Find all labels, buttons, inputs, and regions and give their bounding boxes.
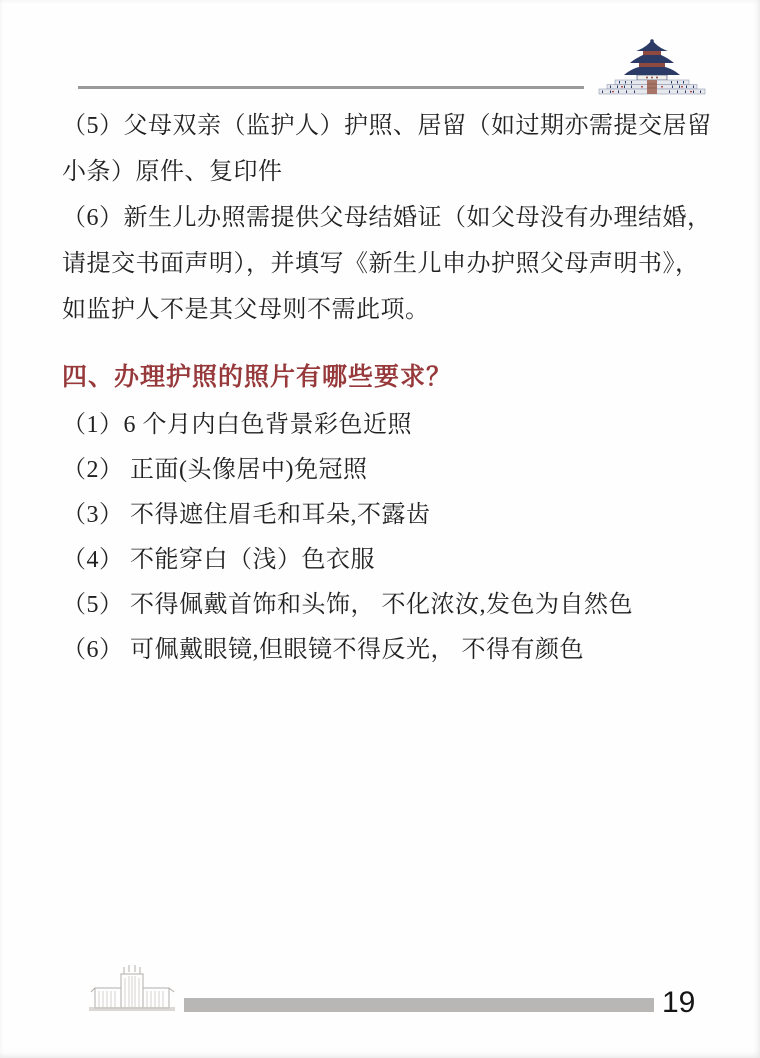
header-divider-rule (78, 86, 584, 89)
list-item: （6） 可佩戴眼镜,但眼镜不得反光， 不得有颜色 (62, 637, 584, 663)
paragraph-line: 请提交书面声明），并填写《新生儿申办护照父母声明书》， (62, 251, 700, 277)
list-item: （2） 正面(头像居中)免冠照 (62, 457, 368, 483)
page-number: 19 (662, 986, 696, 1019)
list-item: （4） 不能穿白（浅）色衣服 (62, 547, 375, 573)
section-heading: 四、办理护照的照片有哪些要求？ (62, 364, 453, 391)
list-item: （1）6 个月内白色背景彩色近照 (62, 412, 412, 438)
paragraph-line: （6）新生儿办照需提供父母结婚证（如父母没有办理结婚， (62, 205, 712, 231)
requirements-list (62, 403, 702, 673)
list-item: （3） 不得遮住眉毛和耳朵,不露齿 (62, 502, 431, 528)
paragraph-line: （5）父母双亲（监护人）护照、居留（如过期亦需提交居留 (62, 113, 712, 139)
temple-of-heaven-icon (597, 38, 707, 96)
page-content (62, 103, 712, 673)
paragraph-line: 如监护人不是其父母则不需此项。 (62, 297, 430, 323)
list-item: （5） 不得佩戴首饰和头饰， 不化浓汝,发色为自然色 (62, 592, 633, 618)
paragraph-line: 小条）原件、复印件 (62, 159, 283, 185)
cathedral-sketch-icon (84, 964, 180, 1014)
footer-divider-bar (184, 998, 654, 1012)
